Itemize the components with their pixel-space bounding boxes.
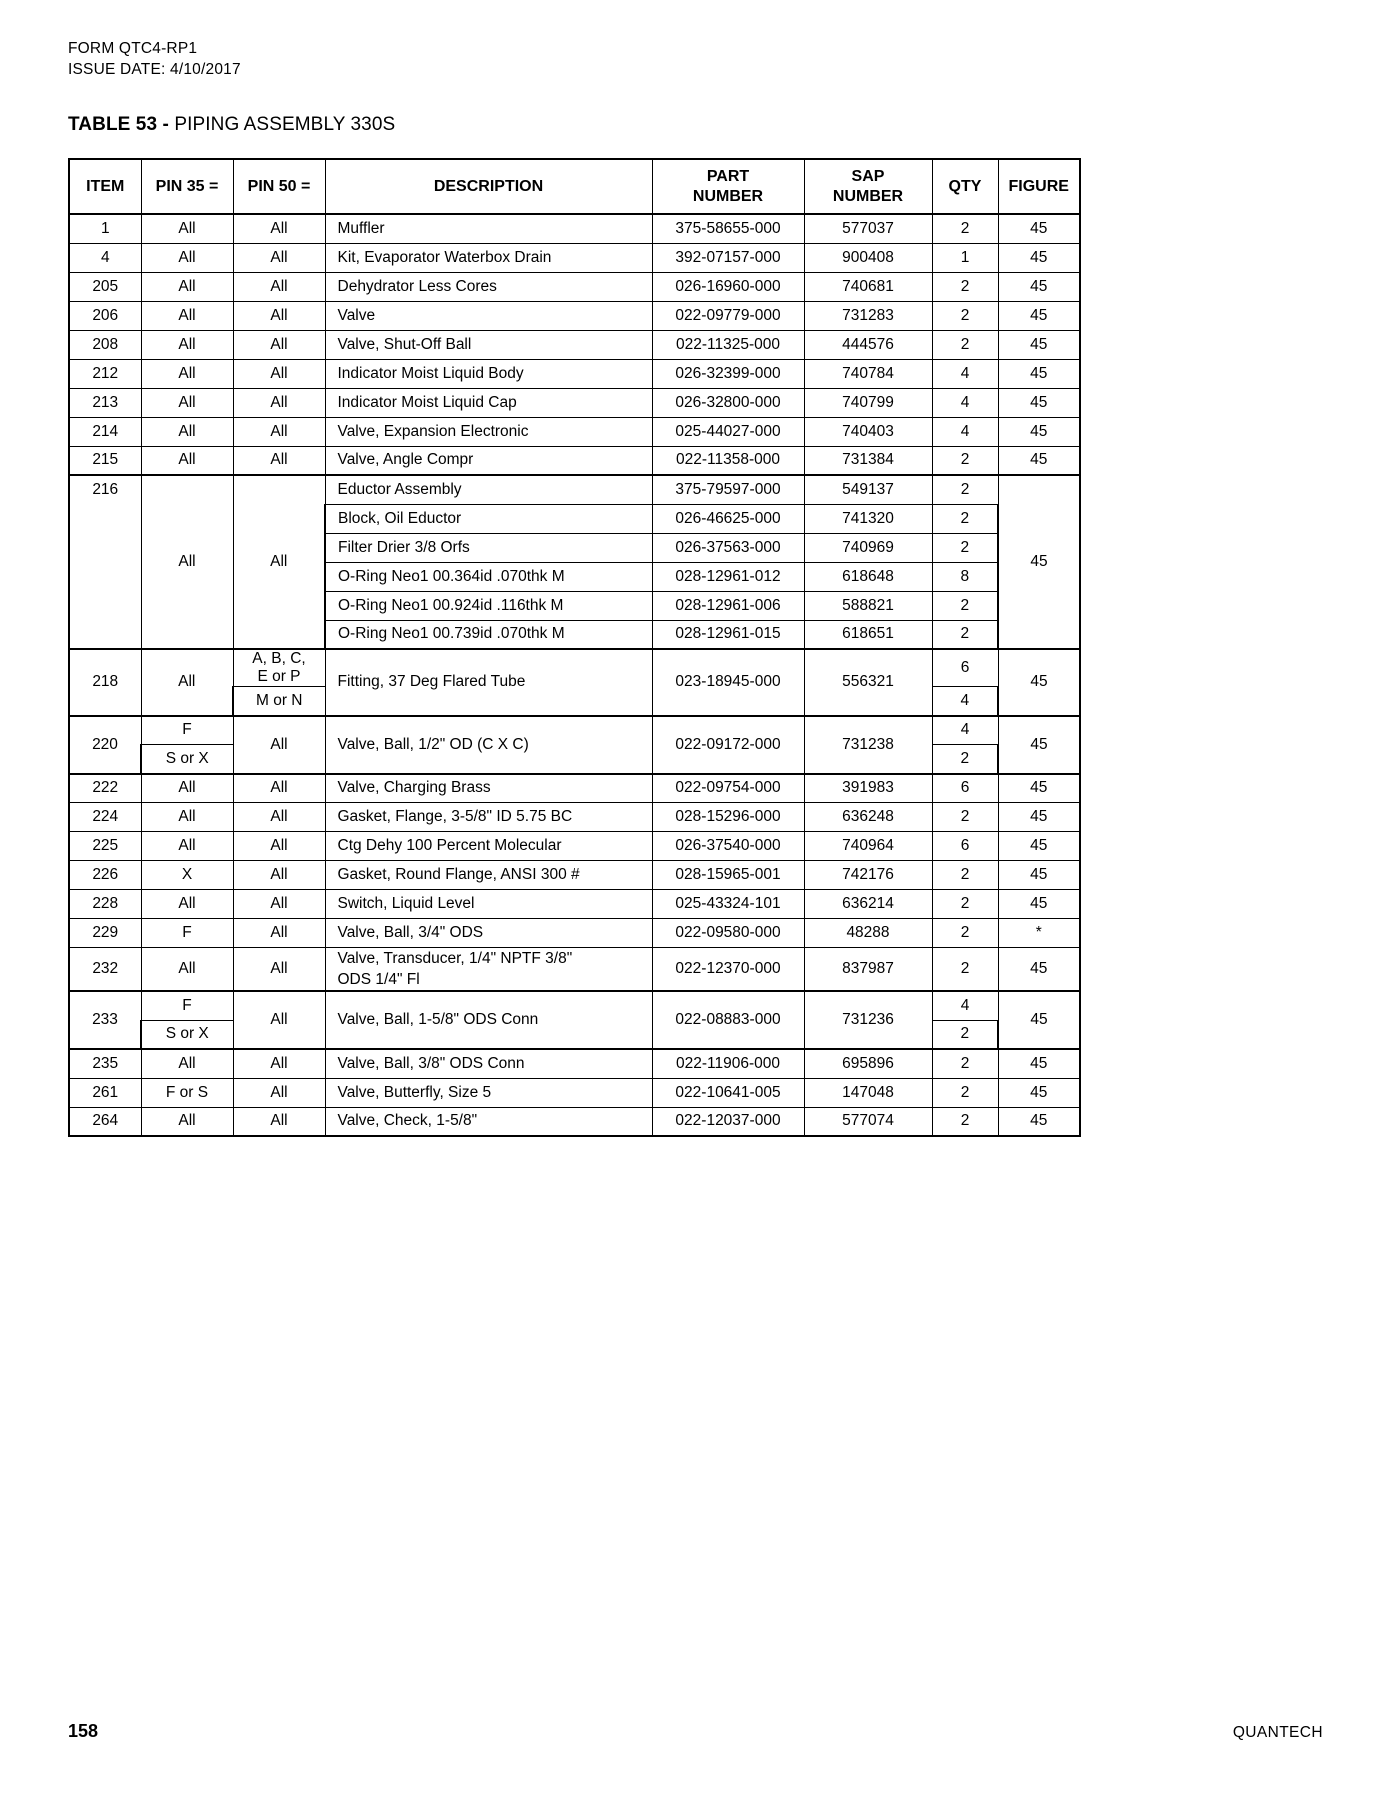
cell-part-number: 026-37540-000 xyxy=(652,832,804,861)
cell-pin50: All xyxy=(233,919,325,948)
cell-qty: 2 xyxy=(932,919,998,948)
cell-description: O-Ring Neo1 00.924id .116thk M xyxy=(325,591,652,620)
cell-item: 261 xyxy=(69,1078,141,1107)
cell-pin50-variant-b: M or N xyxy=(233,687,325,716)
cell-description: Valve, Ball, 1-5/8" ODS Conn xyxy=(325,991,652,1049)
cell-qty-variant-b: 2 xyxy=(932,1020,998,1049)
table-row-group-216 xyxy=(69,475,1080,504)
cell-pin50: All xyxy=(233,475,325,649)
cell-pin50: All xyxy=(233,359,325,388)
cell-sap-number: 740403 xyxy=(804,417,932,446)
cell-qty-variant-a: 6 xyxy=(932,649,998,687)
cell-pin50: All xyxy=(233,214,325,243)
cell-item: 206 xyxy=(69,301,141,330)
pin50-line2: E or P xyxy=(257,668,301,685)
sap-number-line2: NUMBER xyxy=(832,187,904,205)
cell-item: 225 xyxy=(69,832,141,861)
cell-figure: 45 xyxy=(998,803,1080,832)
cell-description: Kit, Evaporator Waterbox Drain xyxy=(325,243,652,272)
cell-pin35: All xyxy=(141,890,233,919)
cell-sap-number: 742176 xyxy=(804,861,932,890)
cell-sap-number: 731238 xyxy=(804,716,932,774)
table-row xyxy=(69,214,1080,243)
cell-description: Valve, Shut-Off Ball xyxy=(325,330,652,359)
cell-pin50: All xyxy=(233,991,325,1049)
table-row xyxy=(69,388,1080,417)
cell-qty: 2 xyxy=(932,591,998,620)
cell-qty: 4 xyxy=(932,388,998,417)
cell-qty: 2 xyxy=(932,1107,998,1136)
cell-figure: 45 xyxy=(998,861,1080,890)
cell-pin50: All xyxy=(233,832,325,861)
cell-figure: 45 xyxy=(998,417,1080,446)
cell-item: 208 xyxy=(69,330,141,359)
cell-figure: 45 xyxy=(998,890,1080,919)
page-footer xyxy=(68,1721,1323,1742)
part-number-line1: PART xyxy=(706,167,750,185)
brand-name: QUANTECH xyxy=(1232,1724,1323,1741)
table-row xyxy=(69,272,1080,301)
table-header xyxy=(69,159,1080,214)
cell-figure: 45 xyxy=(998,774,1080,803)
cell-qty-variant-a: 4 xyxy=(932,716,998,745)
cell-pin50: All xyxy=(233,774,325,803)
cell-pin50: All xyxy=(233,1107,325,1136)
cell-item: 215 xyxy=(69,446,141,475)
cell-part-number: 026-46625-000 xyxy=(652,504,804,533)
cell-qty: 2 xyxy=(932,504,998,533)
cell-part-number: 023-18945-000 xyxy=(652,649,804,716)
cell-description xyxy=(325,948,652,992)
cell-part-number: 028-15296-000 xyxy=(652,803,804,832)
cell-qty-variant-b: 2 xyxy=(932,745,998,774)
table-row xyxy=(69,803,1080,832)
table-row xyxy=(69,330,1080,359)
pin50-line1: A, B, C, xyxy=(252,650,306,667)
table-row xyxy=(69,1107,1080,1136)
cell-part-number: 028-15965-001 xyxy=(652,861,804,890)
column-header-part-number xyxy=(652,159,804,214)
document-header xyxy=(68,38,1323,80)
table-row-232 xyxy=(69,948,1080,992)
cell-description: Dehydrator Less Cores xyxy=(325,272,652,301)
cell-description: Gasket, Flange, 3-5/8" ID 5.75 BC xyxy=(325,803,652,832)
cell-sap-number: 48288 xyxy=(804,919,932,948)
cell-sap-number: 549137 xyxy=(804,475,932,504)
cell-pin35: X xyxy=(141,861,233,890)
cell-pin35: All xyxy=(141,272,233,301)
cell-pin35: All xyxy=(141,832,233,861)
cell-pin50: All xyxy=(233,417,325,446)
cell-pin50: All xyxy=(233,861,325,890)
table-row xyxy=(69,1078,1080,1107)
cell-item: 213 xyxy=(69,388,141,417)
cell-description: Valve, Expansion Electronic xyxy=(325,417,652,446)
table-row xyxy=(69,446,1080,475)
cell-part-number: 026-32800-000 xyxy=(652,388,804,417)
cell-qty: 4 xyxy=(932,417,998,446)
cell-sap-number: 618651 xyxy=(804,620,932,649)
cell-qty: 2 xyxy=(932,620,998,649)
cell-item: 218 xyxy=(69,649,141,716)
cell-pin35: All xyxy=(141,446,233,475)
part-number-line2: NUMBER xyxy=(692,187,764,205)
cell-item: 220 xyxy=(69,716,141,774)
cell-figure: 45 xyxy=(998,948,1080,992)
cell-figure: 45 xyxy=(998,272,1080,301)
cell-sap-number: 740799 xyxy=(804,388,932,417)
cell-part-number: 022-09754-000 xyxy=(652,774,804,803)
cell-sap-number: 900408 xyxy=(804,243,932,272)
table-row xyxy=(69,861,1080,890)
cell-description: Switch, Liquid Level xyxy=(325,890,652,919)
cell-qty: 2 xyxy=(932,475,998,504)
cell-item: 4 xyxy=(69,243,141,272)
cell-qty: 2 xyxy=(932,803,998,832)
cell-sap-number: 740964 xyxy=(804,832,932,861)
cell-pin35: All xyxy=(141,301,233,330)
cell-part-number: 026-16960-000 xyxy=(652,272,804,301)
cell-figure: 45 xyxy=(998,330,1080,359)
cell-description: Valve xyxy=(325,301,652,330)
cell-sap-number: 636248 xyxy=(804,803,932,832)
cell-pin50: All xyxy=(233,272,325,301)
cell-pin50: All xyxy=(233,716,325,774)
cell-item: 229 xyxy=(69,919,141,948)
cell-sap-number: 741320 xyxy=(804,504,932,533)
cell-figure: 45 xyxy=(998,388,1080,417)
cell-description: Filter Drier 3/8 Orfs xyxy=(325,533,652,562)
cell-figure: 45 xyxy=(998,214,1080,243)
cell-qty: 2 xyxy=(932,272,998,301)
cell-qty: 2 xyxy=(932,890,998,919)
table-row xyxy=(69,774,1080,803)
table-row-group-220 xyxy=(69,716,1080,745)
cell-sap-number: 618648 xyxy=(804,562,932,591)
cell-description: Valve, Ball, 3/8" ODS Conn xyxy=(325,1049,652,1078)
cell-qty: 2 xyxy=(932,861,998,890)
cell-qty-variant-b: 4 xyxy=(932,687,998,716)
cell-pin35: All xyxy=(141,388,233,417)
cell-description: Ctg Dehy 100 Percent Molecular xyxy=(325,832,652,861)
table-label: TABLE 53 - xyxy=(68,114,169,135)
cell-pin50: All xyxy=(233,446,325,475)
cell-part-number: 022-11906-000 xyxy=(652,1049,804,1078)
cell-pin35: All xyxy=(141,774,233,803)
cell-sap-number: 740969 xyxy=(804,533,932,562)
cell-item: 222 xyxy=(69,774,141,803)
cell-sap-number: 695896 xyxy=(804,1049,932,1078)
parts-table xyxy=(68,158,1081,1137)
cell-pin50: All xyxy=(233,330,325,359)
cell-pin35: All xyxy=(141,243,233,272)
cell-part-number: 375-79597-000 xyxy=(652,475,804,504)
column-header-qty: QTY xyxy=(932,159,998,214)
table-row xyxy=(69,919,1080,948)
cell-pin35: All xyxy=(141,417,233,446)
cell-sap-number: 731236 xyxy=(804,991,932,1049)
cell-pin50: All xyxy=(233,948,325,992)
cell-sap-number: 636214 xyxy=(804,890,932,919)
cell-qty: 2 xyxy=(932,301,998,330)
cell-qty: 1 xyxy=(932,243,998,272)
cell-sap-number: 391983 xyxy=(804,774,932,803)
cell-pin35: All xyxy=(141,214,233,243)
cell-sap-number: 444576 xyxy=(804,330,932,359)
cell-part-number: 375-58655-000 xyxy=(652,214,804,243)
cell-description: Muffler xyxy=(325,214,652,243)
cell-pin50: All xyxy=(233,1049,325,1078)
cell-item: 226 xyxy=(69,861,141,890)
cell-pin50: All xyxy=(233,1078,325,1107)
cell-pin35: F or S xyxy=(141,1078,233,1107)
cell-description: Valve, Butterfly, Size 5 xyxy=(325,1078,652,1107)
cell-figure: 45 xyxy=(998,359,1080,388)
column-header-pin50: PIN 50 = xyxy=(233,159,325,214)
cell-item: 224 xyxy=(69,803,141,832)
cell-part-number: 022-10641-005 xyxy=(652,1078,804,1107)
table-row xyxy=(69,301,1080,330)
cell-pin35: All xyxy=(141,475,233,649)
cell-sap-number: 577074 xyxy=(804,1107,932,1136)
column-header-pin35: PIN 35 = xyxy=(141,159,233,214)
cell-part-number: 026-32399-000 xyxy=(652,359,804,388)
table-row-group-233 xyxy=(69,991,1080,1020)
cell-pin35-variant-b: S or X xyxy=(141,745,233,774)
issue-date: ISSUE DATE: 4/10/2017 xyxy=(68,61,241,78)
cell-part-number: 026-37563-000 xyxy=(652,533,804,562)
cell-part-number: 028-12961-012 xyxy=(652,562,804,591)
cell-pin35: All xyxy=(141,803,233,832)
cell-pin35-variant-b: S or X xyxy=(141,1020,233,1049)
table-row-group-218 xyxy=(69,649,1080,687)
cell-part-number: 022-12037-000 xyxy=(652,1107,804,1136)
column-header-item: ITEM xyxy=(69,159,141,214)
cell-pin35: All xyxy=(141,359,233,388)
cell-qty: 2 xyxy=(932,1078,998,1107)
cell-qty: 6 xyxy=(932,832,998,861)
cell-description: Block, Oil Eductor xyxy=(325,504,652,533)
table-body xyxy=(69,214,1080,1136)
cell-item: 235 xyxy=(69,1049,141,1078)
table-title-text: PIPING ASSEMBLY 330S xyxy=(174,114,396,135)
cell-description: Fitting, 37 Deg Flared Tube xyxy=(325,649,652,716)
table-row xyxy=(69,417,1080,446)
cell-qty: 2 xyxy=(932,1049,998,1078)
cell-description: Eductor Assembly xyxy=(325,475,652,504)
cell-part-number: 025-43324-101 xyxy=(652,890,804,919)
cell-pin35-variant-a: F xyxy=(141,716,233,745)
cell-description: Valve, Charging Brass xyxy=(325,774,652,803)
cell-figure: 45 xyxy=(998,446,1080,475)
cell-qty: 2 xyxy=(932,446,998,475)
cell-item: 264 xyxy=(69,1107,141,1136)
cell-part-number: 022-12370-000 xyxy=(652,948,804,992)
cell-pin35: All xyxy=(141,330,233,359)
cell-pin50: All xyxy=(233,243,325,272)
cell-figure: 45 xyxy=(998,475,1080,649)
cell-part-number: 022-09172-000 xyxy=(652,716,804,774)
cell-pin35: All xyxy=(141,1107,233,1136)
page-number: 158 xyxy=(68,1721,99,1741)
cell-part-number: 025-44027-000 xyxy=(652,417,804,446)
cell-pin50-variant-a xyxy=(233,649,325,687)
sap-number-line1: SAP xyxy=(851,167,885,185)
cell-pin35: All xyxy=(141,1049,233,1078)
cell-qty-variant-a: 4 xyxy=(932,991,998,1020)
cell-item: 214 xyxy=(69,417,141,446)
cell-sap-number: 837987 xyxy=(804,948,932,992)
cell-item: 1 xyxy=(69,214,141,243)
table-row xyxy=(69,359,1080,388)
cell-pin35: F xyxy=(141,919,233,948)
table-header-row xyxy=(69,159,1080,214)
cell-figure: 45 xyxy=(998,649,1080,716)
cell-description: Valve, Ball, 1/2" OD (C X C) xyxy=(325,716,652,774)
cell-sap-number: 740681 xyxy=(804,272,932,301)
table-row xyxy=(69,1049,1080,1078)
cell-item: 205 xyxy=(69,272,141,301)
cell-pin50: All xyxy=(233,803,325,832)
cell-item: 232 xyxy=(69,948,141,992)
cell-part-number: 028-12961-006 xyxy=(652,591,804,620)
cell-figure: * xyxy=(998,919,1080,948)
cell-description: O-Ring Neo1 00.739id .070thk M xyxy=(325,620,652,649)
cell-figure: 45 xyxy=(998,716,1080,774)
cell-figure: 45 xyxy=(998,991,1080,1049)
form-code: FORM QTC4-RP1 xyxy=(68,40,198,57)
cell-item: 233 xyxy=(69,991,141,1049)
cell-qty: 4 xyxy=(932,359,998,388)
cell-part-number: 022-11358-000 xyxy=(652,446,804,475)
cell-part-number: 028-12961-015 xyxy=(652,620,804,649)
cell-item: 212 xyxy=(69,359,141,388)
cell-description: Valve, Angle Compr xyxy=(325,446,652,475)
cell-description: Valve, Check, 1-5/8" xyxy=(325,1107,652,1136)
cell-description: Gasket, Round Flange, ANSI 300 # xyxy=(325,861,652,890)
cell-qty: 2 xyxy=(932,948,998,992)
cell-qty: 6 xyxy=(932,774,998,803)
description-line1: Valve, Transducer, 1/4" NPTF 3/8" xyxy=(337,950,573,967)
cell-figure: 45 xyxy=(998,1107,1080,1136)
column-header-figure: FIGURE xyxy=(998,159,1080,214)
cell-pin50: All xyxy=(233,301,325,330)
cell-figure: 45 xyxy=(998,1078,1080,1107)
table-row xyxy=(69,832,1080,861)
cell-pin35: All xyxy=(141,948,233,992)
cell-sap-number: 731283 xyxy=(804,301,932,330)
cell-sap-number: 147048 xyxy=(804,1078,932,1107)
cell-pin35-variant-a: F xyxy=(141,991,233,1020)
page-title xyxy=(68,114,1323,136)
cell-qty: 2 xyxy=(932,330,998,359)
cell-qty: 2 xyxy=(932,533,998,562)
cell-sap-number: 588821 xyxy=(804,591,932,620)
cell-sap-number: 577037 xyxy=(804,214,932,243)
cell-item: 228 xyxy=(69,890,141,919)
cell-sap-number: 740784 xyxy=(804,359,932,388)
cell-qty: 8 xyxy=(932,562,998,591)
cell-pin50: All xyxy=(233,388,325,417)
cell-part-number: 392-07157-000 xyxy=(652,243,804,272)
cell-part-number: 022-09779-000 xyxy=(652,301,804,330)
column-header-description: DESCRIPTION xyxy=(325,159,652,214)
table-row xyxy=(69,243,1080,272)
cell-part-number: 022-11325-000 xyxy=(652,330,804,359)
cell-figure: 45 xyxy=(998,301,1080,330)
cell-figure: 45 xyxy=(998,243,1080,272)
cell-part-number: 022-09580-000 xyxy=(652,919,804,948)
cell-item: 216 xyxy=(69,475,141,649)
description-line2: ODS 1/4" Fl xyxy=(337,971,420,988)
cell-pin50: All xyxy=(233,890,325,919)
column-header-sap-number xyxy=(804,159,932,214)
cell-description: Indicator Moist Liquid Cap xyxy=(325,388,652,417)
cell-part-number: 022-08883-000 xyxy=(652,991,804,1049)
cell-sap-number: 556321 xyxy=(804,649,932,716)
cell-description: Valve, Ball, 3/4" ODS xyxy=(325,919,652,948)
cell-description: O-Ring Neo1 00.364id .070thk M xyxy=(325,562,652,591)
cell-qty: 2 xyxy=(932,214,998,243)
table-row xyxy=(69,890,1080,919)
cell-figure: 45 xyxy=(998,1049,1080,1078)
cell-figure: 45 xyxy=(998,832,1080,861)
cell-description: Indicator Moist Liquid Body xyxy=(325,359,652,388)
cell-pin35: All xyxy=(141,649,233,716)
cell-sap-number: 731384 xyxy=(804,446,932,475)
